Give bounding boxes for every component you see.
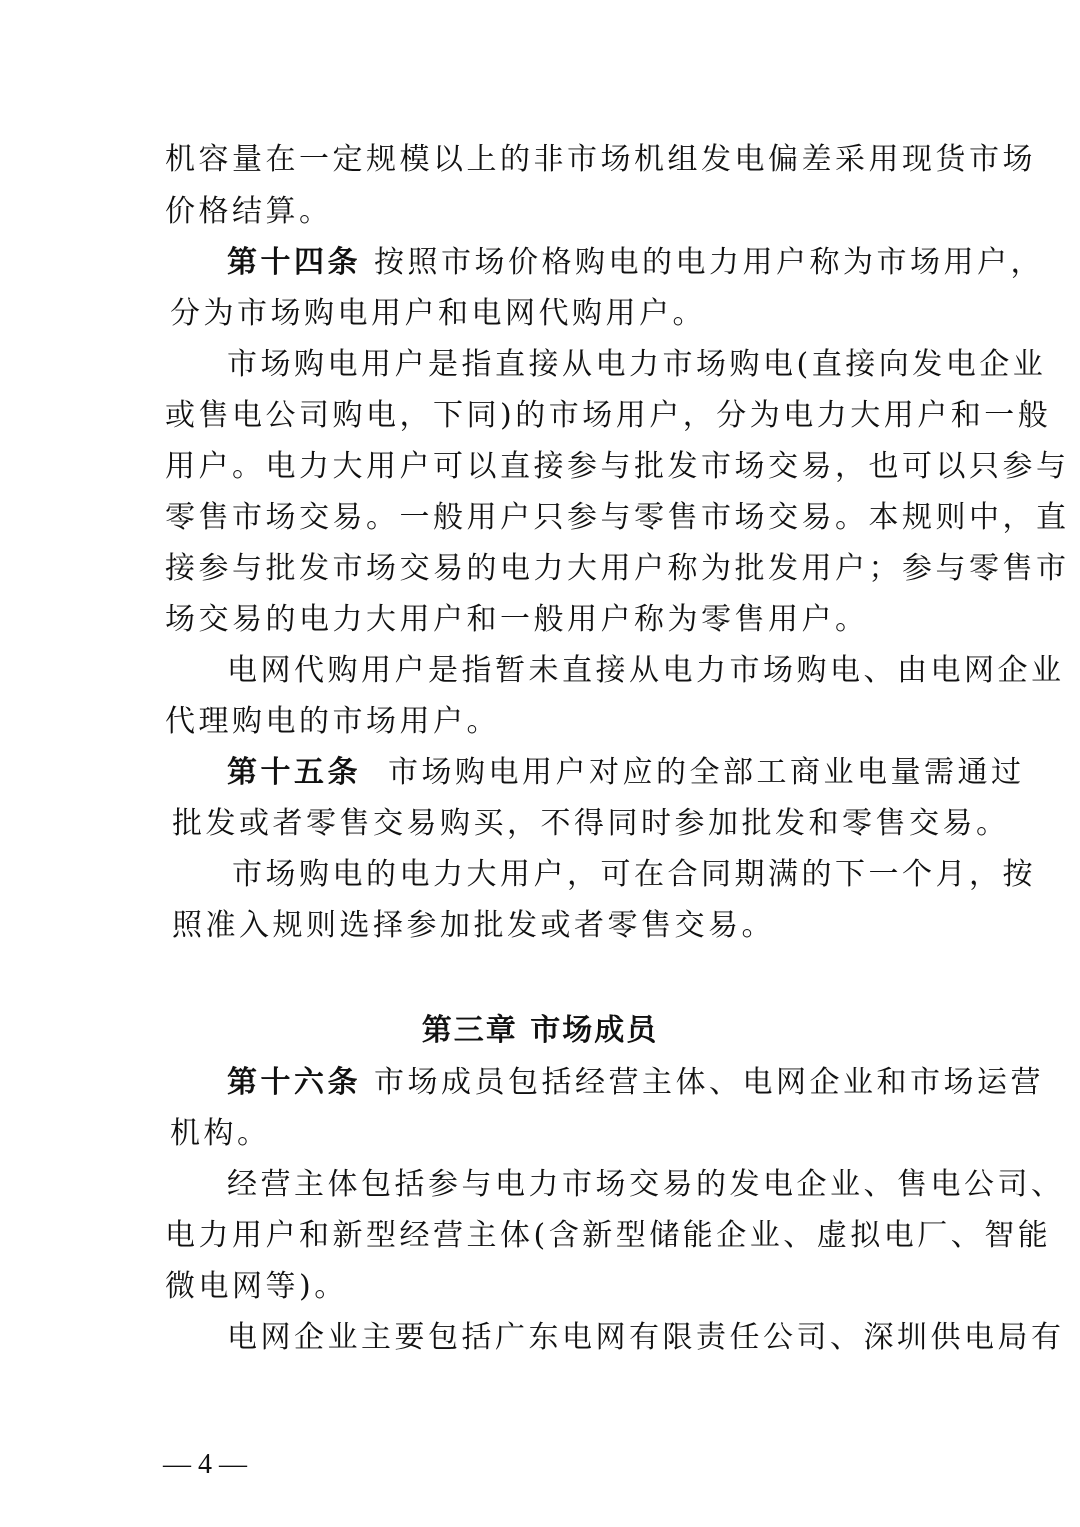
text-line: 市场购电用户是指直接从电力市场购电(直接向发电企业 bbox=[227, 347, 1047, 382]
article-14-label: 第十四条 bbox=[227, 245, 361, 280]
text-line: 代理购电的市场用户。 bbox=[165, 704, 500, 739]
article-16-label: 第十六条 bbox=[227, 1065, 361, 1100]
text-line: 接参与批发市场交易的电力大用户称为批发用户；参与零售市 bbox=[165, 551, 1070, 586]
article-16-paragraph bbox=[227, 1063, 1045, 1103]
text-line: 市场购电的电力大用户，可在合同期满的下一个月，按 bbox=[232, 857, 1036, 892]
text-line: 电网代购用户是指暂未直接从电力市场购电、由电网企业 bbox=[227, 653, 1065, 688]
chapter-title: 第三章 市场成员 bbox=[421, 1013, 659, 1048]
text-line: 分为市场购电用户和电网代购用户。 bbox=[170, 296, 706, 331]
text-line: 按照市场价格购电的电力用户称为市场用户， bbox=[374, 245, 1045, 280]
text-line: 零售市场交易。一般用户只参与零售市场交易。本规则中，直 bbox=[165, 500, 1070, 535]
article-14-paragraph bbox=[227, 243, 1045, 283]
text-line: 电力用户和新型经营主体(含新型储能企业、虚拟电厂、智能 bbox=[165, 1218, 1052, 1253]
page-number: — 4 — bbox=[163, 1449, 247, 1480]
article-15-label: 第十五条 bbox=[227, 755, 361, 790]
text-line: 或售电公司购电，下同)的市场用户，分为电力大用户和一般 bbox=[165, 398, 1052, 433]
text-line: 机构。 bbox=[170, 1116, 271, 1151]
text-line: 用户。电力大用户可以直接参与批发市场交易，也可以只参与 bbox=[165, 449, 1070, 484]
text-line: 市场成员包括经营主体、电网企业和市场运营 bbox=[374, 1065, 1045, 1100]
text-line: 价格结算。 bbox=[165, 194, 333, 229]
text-line: 批发或者零售交易购买，不得同时参加批发和零售交易。 bbox=[172, 806, 1010, 841]
text-line: 机容量在一定规模以上的非市场机组发电偏差采用现货市场 bbox=[165, 142, 1036, 177]
text-line: 场交易的电力大用户和一般用户称为零售用户。 bbox=[165, 602, 869, 637]
text-line: 市场购电用户对应的全部工商业电量需通过 bbox=[388, 755, 1025, 790]
article-15-paragraph bbox=[227, 753, 1025, 793]
text-line: 微电网等)。 bbox=[165, 1269, 348, 1304]
text-line: 电网企业主要包括广东电网有限责任公司、深圳供电局有 bbox=[227, 1320, 1065, 1355]
text-line: 经营主体包括参与电力市场交易的发电企业、售电公司、 bbox=[227, 1167, 1065, 1202]
text-line: 照准入规则选择参加批发或者零售交易。 bbox=[172, 908, 775, 943]
